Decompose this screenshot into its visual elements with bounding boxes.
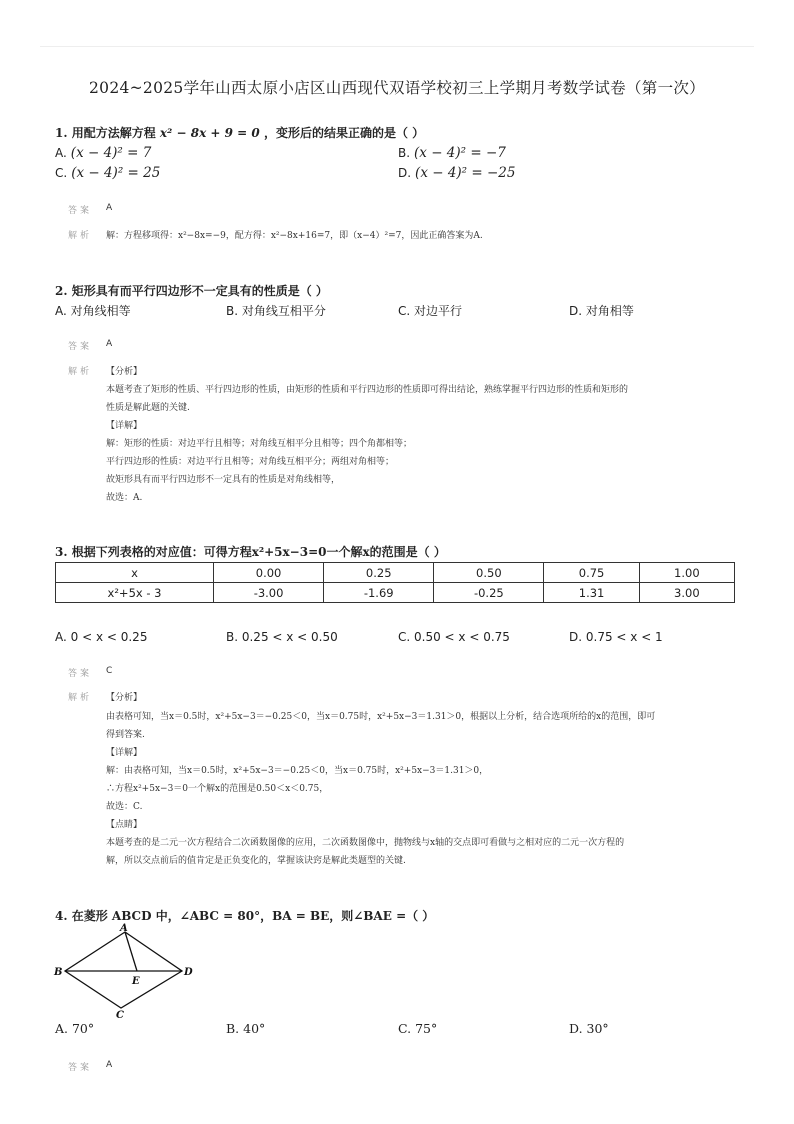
q3-line: 本题考查的是二元一次方程结合二次函数图像的应用，二次函数图像中，抛物线与x轴的交点即可看做与之相对应的二元一次方程的	[106, 838, 625, 848]
q1-option-b-letter: B.	[398, 146, 411, 160]
q2-stem: 2. 矩形具有而平行四边形不一定具有的性质是（ ）	[55, 284, 328, 298]
q3-stem: 3. 根据下列表格的对应值：可得方程x²+5x−3=0一个解x的范围是（ ）	[55, 545, 446, 559]
q2-analysis-label: 解析	[68, 367, 93, 377]
q4-answer-label: 答案	[68, 1063, 93, 1073]
q3-option-a[interactable]: A. 0 < x < 0.25	[55, 630, 148, 644]
q3-line: 【详解】	[106, 748, 143, 758]
q3-line: 解：由表格可知，当x＝0.5时，x²+5x−3＝−0.25＜0，当x＝0.75时，x²+5x−3＝1.31＞0，	[106, 766, 489, 776]
table-cell: 0.50	[434, 563, 544, 583]
q2-line: 本题考查了矩形的性质、平行四边形的性质，由矩形的性质和平行四边形的性质即可得出结论，熟练掌握平行四边形的性质和矩形的	[106, 385, 629, 395]
rhombus-figure	[52, 922, 202, 1018]
q1-option-a[interactable]	[55, 145, 151, 161]
table-cell: 0.00	[214, 563, 324, 583]
q3-option-c[interactable]: C. 0.50 < x < 0.75	[398, 630, 510, 644]
q3-analysis-label: 解析	[68, 693, 93, 703]
q2-option-d[interactable]: D. 对角相等	[569, 304, 634, 318]
table-cell: -1.69	[324, 583, 434, 603]
segment-ae	[125, 932, 137, 971]
table-cell: -0.25	[434, 583, 544, 603]
q4-option-a[interactable]: A. 70°	[55, 1021, 95, 1036]
q2-line: 平行四边形的性质：对边平行且相等；对角线互相平分；两组对角相等；	[106, 457, 395, 467]
q2-line: 故矩形具有而平行四边形不一定具有的性质是对角线相等，	[106, 475, 341, 485]
q1-option-a-letter: A.	[55, 146, 67, 160]
q3-line: 【点睛】	[106, 820, 143, 830]
q1-option-d-text: (x − 4)² = −25	[415, 165, 516, 181]
table-cell: x	[56, 563, 214, 583]
q1-option-d[interactable]	[398, 165, 515, 181]
q1-answer-label: 答案	[68, 206, 93, 216]
q2-line: 故选：A.	[106, 493, 143, 503]
table-cell: 0.75	[544, 563, 639, 583]
q3-line: 【分析】	[106, 693, 143, 703]
q2-line: 解：矩形的性质：对边平行且相等；对角线互相平分且相等；四个角都相等；	[106, 439, 413, 449]
q3-line: ∴方程x²+5x−3＝0一个解x的范围是0.50＜x＜0.75，	[106, 784, 329, 794]
q3-line: 由表格可知，当x＝0.5时，x²+5x−3＝−0.25＜0，当x＝0.75时，x²+5x−3＝1.31＞0，根据以上分析，结合选项所给的x的范围，即可	[106, 712, 656, 722]
q4-answer: A	[106, 1060, 113, 1070]
q1-stem-post: ，变形后的结果正确的是（ ）	[263, 126, 425, 140]
label-c: C	[116, 1010, 124, 1018]
q3-answer-label: 答案	[68, 669, 93, 679]
q2-option-a[interactable]: A. 对角线相等	[55, 304, 131, 318]
q4-option-d[interactable]: D. 30°	[569, 1021, 609, 1036]
q1-option-b[interactable]	[398, 145, 506, 161]
q2-option-b[interactable]: B. 对角线互相平分	[226, 304, 326, 318]
q1-option-c-text: (x − 4)² = 25	[71, 165, 161, 181]
table-cell: x²+5x - 3	[56, 583, 214, 603]
label-e: E	[132, 976, 140, 987]
q4-option-b[interactable]: B. 40°	[226, 1021, 266, 1036]
q3-value-table	[55, 562, 735, 603]
q3-line: 故选：C.	[106, 802, 143, 812]
q1-stem-pre: 1. 用配方法解方程	[55, 126, 156, 140]
table-row	[56, 563, 735, 583]
table-cell: 1.00	[639, 563, 734, 583]
q4-option-c[interactable]: C. 75°	[398, 1021, 438, 1036]
table-cell: 0.25	[324, 563, 434, 583]
rhombus-lines	[65, 932, 182, 1008]
q2-option-c[interactable]: C. 对边平行	[398, 304, 463, 318]
q3-option-b[interactable]: B. 0.25 < x < 0.50	[226, 630, 338, 644]
q3-answer: C	[106, 666, 113, 676]
page-title: 2024~2025学年山西太原小店区山西现代双语学校初三上学期月考数学试卷（第一次）	[89, 79, 705, 97]
table-cell: 3.00	[639, 583, 734, 603]
q1-stem-math: x² − 8x + 9 = 0	[159, 126, 260, 140]
label-a: A	[120, 923, 128, 934]
q2-answer: A	[106, 339, 113, 349]
q1-option-b-text: (x − 4)² = −7	[414, 145, 506, 161]
q1-analysis: 解：方程移项得：x²−8x=−9，配方得：x²−8x+16=7，即（x−4）²=7，因此正确答案为A.	[106, 231, 483, 241]
q3-line: 解，所以交点前后的值肯定是正负变化的，掌握该诀窍是解此类题型的关键.	[106, 856, 406, 866]
table-cell: -3.00	[214, 583, 324, 603]
q1-option-d-letter: D.	[398, 166, 412, 180]
rhombus-abcd	[65, 932, 182, 1008]
q3-option-d[interactable]: D. 0.75 < x < 1	[569, 630, 663, 644]
q1-option-c-letter: C.	[55, 166, 68, 180]
table-row	[56, 583, 735, 603]
q2-answer-label: 答案	[68, 342, 93, 352]
q3-line: 得到答案.	[106, 730, 145, 740]
label-b: B	[54, 967, 63, 978]
q2-line: 【分析】	[106, 367, 143, 377]
top-rule	[40, 46, 754, 47]
q1-analysis-label: 解析	[68, 231, 93, 241]
q1-option-c[interactable]	[55, 165, 160, 181]
q1-stem	[55, 124, 424, 141]
label-d: D	[184, 967, 193, 978]
table-cell: 1.31	[544, 583, 639, 603]
q2-line: 性质是解此题的关键.	[106, 403, 190, 413]
q2-line: 【详解】	[106, 421, 143, 431]
q4-stem: 4. 在菱形 ABCD 中，∠ABC = 80°，BA = BE，则∠BAE =（ ）	[55, 909, 435, 923]
q1-answer: A	[106, 203, 113, 213]
q1-option-a-text: (x − 4)² = 7	[70, 145, 152, 161]
